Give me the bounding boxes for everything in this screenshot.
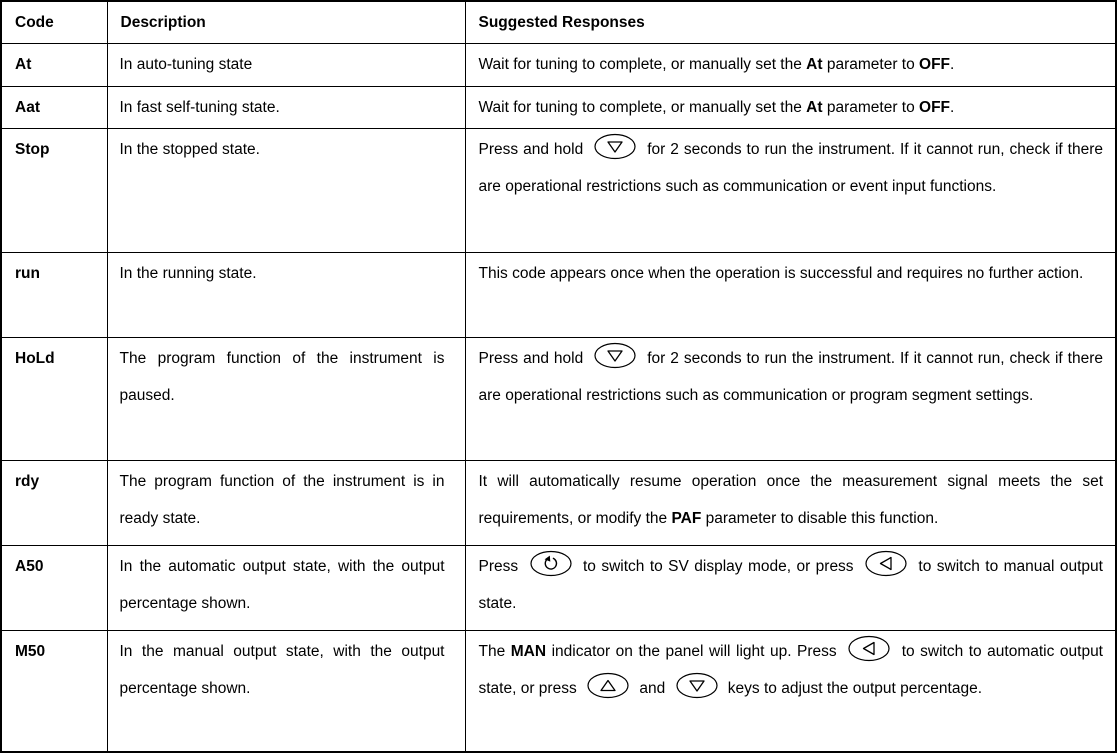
- response-cell: This code appears once when the operation is successful and requires no further action.: [465, 253, 1116, 338]
- down-key-icon: [675, 672, 719, 699]
- up-key-icon: [586, 672, 630, 699]
- response-cell: Press and hold for 2 seconds to run the instrument. If it cannot run, check if there are operational restrictions such as communication or program segment settings.: [465, 338, 1116, 461]
- code-cell: M50: [1, 631, 107, 752]
- response-cell: Wait for tuning to complete, or manually set the At parameter to OFF.: [465, 44, 1116, 87]
- table-row: [1, 631, 1116, 752]
- response-cell: Wait for tuning to complete, or manually set the At parameter to OFF.: [465, 87, 1116, 129]
- response-cell: It will automatically resume operation once the measurement signal meets the set requirements, or modify the PAF parameter to disable this function.: [465, 461, 1116, 546]
- response-cell: Press and hold for 2 seconds to run the instrument. If it cannot run, check if there are operational restrictions such as communication or event input functions.: [465, 129, 1116, 253]
- code-cell: Stop: [1, 129, 107, 253]
- bold-term: PAF: [671, 510, 702, 527]
- code-cell: HoLd: [1, 338, 107, 461]
- table-row: [1, 461, 1116, 546]
- cycle-key-icon: [529, 550, 573, 577]
- code-cell: At: [1, 44, 107, 87]
- response-cell: The MAN indicator on the panel will light up. Press to switch to automatic output state, or press and keys to adjust the output percentage.: [465, 631, 1116, 752]
- down-key-icon: [593, 133, 637, 160]
- column-header-description: Description: [107, 1, 465, 44]
- table-row: [1, 129, 1116, 253]
- down-key-icon: [593, 342, 637, 369]
- bold-term: At: [806, 99, 823, 116]
- bold-term: MAN: [510, 643, 547, 660]
- table-row: [1, 253, 1116, 338]
- description-cell: The program function of the instrument is in ready state.: [107, 461, 465, 546]
- code-cell: A50: [1, 546, 107, 631]
- bold-term: At: [806, 56, 823, 73]
- description-cell: In the running state.: [107, 253, 465, 338]
- description-cell: In auto-tuning state: [107, 44, 465, 87]
- code-cell: rdy: [1, 461, 107, 546]
- table-row: [1, 546, 1116, 631]
- description-cell: In fast self-tuning state.: [107, 87, 465, 129]
- description-cell: The program function of the instrument is paused.: [107, 338, 465, 461]
- code-cell: Aat: [1, 87, 107, 129]
- description-cell: In the manual output state, with the output percentage shown.: [107, 631, 465, 752]
- left-key-icon: [864, 550, 908, 577]
- column-header-code: Code: [1, 1, 107, 44]
- table-body: [1, 44, 1116, 752]
- bold-term: OFF: [919, 56, 951, 73]
- code-cell: run: [1, 253, 107, 338]
- column-header-suggested-responses: Suggested Responses: [465, 1, 1116, 44]
- left-key-icon: [847, 635, 891, 662]
- table-row: [1, 338, 1116, 461]
- table-header-row: [1, 1, 1116, 44]
- table-row: [1, 44, 1116, 87]
- description-cell: In the stopped state.: [107, 129, 465, 253]
- description-cell: In the automatic output state, with the output percentage shown.: [107, 546, 465, 631]
- response-cell: Press to switch to SV display mode, or press to switch to manual output state.: [465, 546, 1116, 631]
- bold-term: OFF: [919, 99, 951, 116]
- table-row: [1, 87, 1116, 129]
